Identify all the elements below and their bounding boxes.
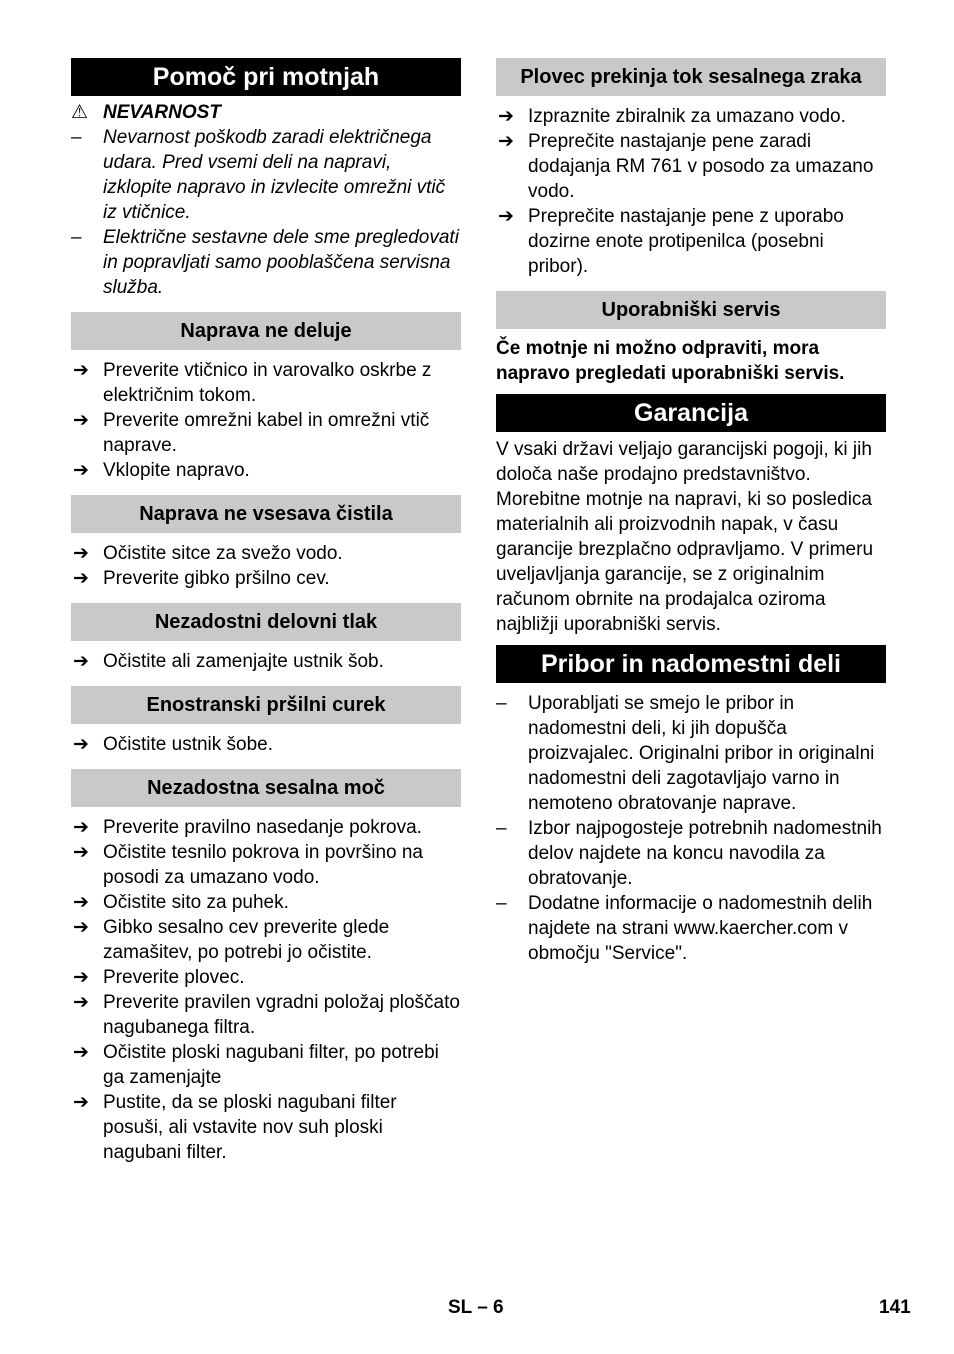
dash-bullet: – (496, 693, 507, 714)
right-arrow-icon: ➔ (73, 992, 89, 1013)
danger-item: – Nevarnost poškodb zaradi električnega udara. Pred vsemi deli na napravi, izklopite napravo in izvlecite omrežni vtič iz vtičnice. (71, 127, 446, 223)
list-low-pressure (71, 649, 461, 674)
list-item: ➔ Očistite tesnilo pokrova in površino na posodi za umazano vodo. (73, 842, 423, 888)
list-item: – Dodatne informacije o nadomestnih delih najdete na strani www.kaercher.com v območju "Service". (496, 893, 873, 964)
footer-page-number: 141 (879, 1297, 911, 1318)
list-low-suction (71, 815, 461, 1165)
right-arrow-icon: ➔ (73, 917, 89, 938)
list-item: ➔ Preverite omrežni kabel in omrežni vtič naprave. (73, 410, 430, 456)
list-item: ➔ Očistite ploski nagubani filter, po potrebi ga zamenjajte (73, 1042, 439, 1088)
footer-language-page: SL – 6 (448, 1297, 504, 1318)
list-item: ➔ Pustite, da se ploski nagubani filter posuši, ali vstavite nov suh ploski nagubani filter. (73, 1092, 397, 1163)
right-arrow-icon: ➔ (73, 568, 89, 589)
list-item: ➔ Gibko sesalno cev preverite glede zamašitev, po potrebi jo očistite. (73, 917, 390, 963)
warning-triangle-icon: ⚠ (71, 102, 89, 123)
list-item: ➔ Preverite pravilen vgradni položaj ploščato nagubanega filtra. (73, 992, 460, 1038)
list-item: ➔ Očistite sito za puhek. (73, 892, 289, 913)
right-column (496, 58, 886, 966)
right-arrow-icon: ➔ (73, 967, 89, 988)
right-arrow-icon: ➔ (498, 106, 514, 127)
right-arrow-icon: ➔ (73, 1092, 89, 1113)
danger-item: – Električne sestavne dele sme pregledovati in popravljati samo pooblaščena servisna služba. (71, 227, 459, 298)
service-paragraph: Če motnje ni možno odpraviti, mora napravo pregledati uporabniški servis. (496, 338, 845, 384)
danger-list (71, 125, 461, 300)
dash-bullet: – (496, 893, 507, 914)
subheading-device-not-working: Naprava ne deluje (71, 312, 461, 350)
right-arrow-icon: ➔ (498, 206, 514, 227)
section-title-accessories: Pribor in nadomestni deli (496, 645, 886, 683)
right-arrow-icon: ➔ (73, 651, 89, 672)
right-arrow-icon: ➔ (73, 1042, 89, 1063)
right-arrow-icon: ➔ (73, 842, 89, 863)
subheading-low-suction: Nezadostna sesalna moč (71, 769, 461, 807)
list-item: ➔ Očistite sitce za svežo vodo. (73, 543, 343, 564)
subheading-float: Plovec prekinja tok sesalnega zraka (496, 58, 886, 96)
right-arrow-icon: ➔ (498, 131, 514, 152)
list-item: ➔ Preverite gibko pršilno cev. (73, 568, 330, 589)
danger-label-text: NEVARNOST (103, 102, 221, 123)
list-item: ➔ Očistite ustnik šobe. (73, 734, 274, 755)
right-arrow-icon: ➔ (73, 543, 89, 564)
list-item: ➔ Vklopite napravo. (73, 460, 250, 481)
subheading-low-pressure: Nezadostni delovni tlak (71, 603, 461, 641)
warranty-paragraph: V vsaki državi veljajo garancijski pogoji, ki jih določa naše prodajno predstavništvo. Morebitne motnje na napravi, ki so posledica materialnih ali proizvodnih napak, v času garancije brezplačno odpravljamo. V primeru uveljavljanja garancije, se z originalnim računom obrnite na prodajalca oziroma najbližji uporabniški servis. (496, 439, 874, 635)
dash-bullet: – (71, 227, 82, 248)
dash-bullet: – (71, 127, 82, 148)
section-title-warranty: Garancija (496, 394, 886, 432)
danger-label (71, 100, 461, 125)
list-one-sided-jet (71, 732, 461, 757)
right-arrow-icon: ➔ (73, 892, 89, 913)
section-title-troubleshooting: Pomoč pri motnjah (71, 58, 461, 96)
list-float (496, 104, 886, 279)
list-accessories (496, 691, 886, 966)
list-no-detergent (71, 541, 461, 591)
subheading-customer-service: Uporabniški servis (496, 291, 886, 329)
right-arrow-icon: ➔ (73, 817, 89, 838)
subheading-one-sided-jet: Enostranski pršilni curek (71, 686, 461, 724)
list-item: – Uporabljati se smejo le pribor in nadomestni deli, ki jih dopušča proizvajalec. Originalni pribor in originalni nadomestni deli zagotavljajo varno in nemoteno obratovanje naprave. (496, 693, 875, 814)
list-item: ➔ Očistite ali zamenjajte ustnik šob. (73, 651, 384, 672)
right-arrow-icon: ➔ (73, 734, 89, 755)
dash-bullet: – (496, 818, 507, 839)
list-item: ➔ Preprečite nastajanje pene zaradi dodajanja RM 761 v posodo za umazano vodo. (498, 131, 874, 202)
right-arrow-icon: ➔ (73, 410, 89, 431)
list-item: – Izbor najpogosteje potrebnih nadomestnih delov najdete na koncu navodila za obratovanje. (496, 818, 882, 889)
list-device-not-working (71, 358, 461, 483)
right-arrow-icon: ➔ (73, 360, 89, 381)
list-item: ➔ Preverite plovec. (73, 967, 245, 988)
list-item: ➔ Izpraznite zbiralnik za umazano vodo. (498, 106, 846, 127)
right-arrow-icon: ➔ (73, 460, 89, 481)
subheading-no-detergent: Naprava ne vsesava čistila (71, 495, 461, 533)
left-column (71, 58, 461, 1165)
list-item: ➔ Preprečite nastajanje pene z uporabo dozirne enote protipenilca (posebni pribor). (498, 206, 844, 277)
list-item: ➔ Preverite vtičnico in varovalko oskrbe z električnim tokom. (73, 360, 432, 406)
list-item: ➔ Preverite pravilno nasedanje pokrova. (73, 817, 422, 838)
